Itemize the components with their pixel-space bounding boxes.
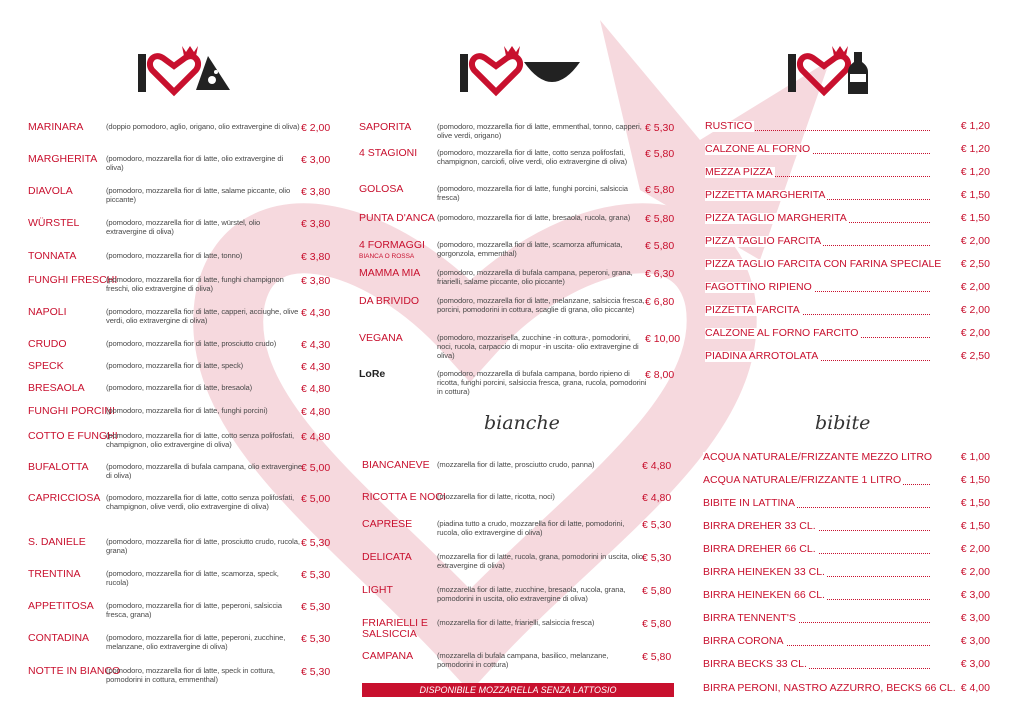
item-description: (pomodoro, mozzarella fior di latte, scamorza, speck, rucola) — [106, 569, 279, 587]
item-price: € 4,80 — [301, 431, 331, 443]
item-description: (mozzarella di bufala campana, basilico, melanzane, pomodorini in cottura) — [437, 651, 609, 669]
item-price: € 1,50 — [957, 190, 990, 201]
item-name: GOLOSA — [359, 183, 404, 195]
item-name: ACQUA NATURALE/FRIZZANTE MEZZO LITRO — [703, 452, 933, 463]
item-description: (pomodoro, mozzarella fior di latte, peperoni, salsiccia fresca, grana) — [106, 601, 282, 619]
item-price: € 2,00 — [957, 236, 990, 247]
item-price: € 5,80 — [642, 618, 672, 630]
item-name: BIRRA DREHER 66 CL. — [703, 544, 816, 555]
item-name: BIRRA CORONA — [703, 636, 784, 647]
item-description: (pomodoro, mozzarella fior di latte, cotto senza polifosfati, champignon, olive verdi, olio extravergine di oliva) — [106, 493, 295, 511]
item-name: PIZZA TAGLIO FARCITA CON FARINA SPECIALE — [705, 259, 942, 270]
item-price: € 5,30 — [301, 537, 331, 549]
item-name: BIBITE IN LATTINA — [703, 498, 795, 509]
item-description: (pomodoro, mozzarella fior di latte, funghi porcini, salsiccia fresca) — [437, 184, 628, 202]
item-name: PIZZA TAGLIO FARCITA — [705, 236, 822, 247]
item-description: (pomodoro, mozzarella fior di latte, funghi champignon freschi, olio extravergine di oliva) — [106, 275, 284, 293]
item-price: € 4,00 — [957, 683, 990, 694]
item-price: € 5,00 — [301, 493, 331, 505]
item-price: € 6,30 — [645, 268, 675, 280]
item-description: (pomodoro, mozzarella di bufala campana, olio extravergine di oliva) — [106, 462, 302, 480]
item-name: S. DANIELE — [28, 536, 86, 548]
item-name: SAPORITA — [359, 121, 412, 133]
item-price: € 5,30 — [301, 569, 331, 581]
item-description: (pomodoro, mozzarella di bufala campana, bordo ripieno di ricotta, funghi porcini, salsiccia fresca, grana, rucola, pomodorini in cottura) — [437, 369, 647, 396]
item-price: € 3,00 — [301, 154, 331, 166]
item-description: (pomodoro, mozzarella fior di latte, bresaola, rucola, grana) — [437, 213, 631, 222]
item-description: (mozzarella fior di latte, ricotta, noci) — [437, 492, 555, 501]
item-price: € 2,00 — [957, 328, 990, 339]
item-name: ACQUA NATURALE/FRIZZANTE 1 LITRO — [703, 475, 902, 486]
item-name: BRESAOLA — [28, 382, 85, 394]
item-price: € 5,00 — [301, 462, 331, 474]
item-name: PIADINA ARROTOLATA — [705, 351, 819, 362]
item-name: RICOTTA E NOCI — [362, 491, 446, 503]
item-description: (pomodoro, mozzarella fior di latte, cotto senza polifosfati, champignon, olio extravergine di oliva) — [106, 431, 295, 449]
item-description: (pomodoro, mozzarella fior di latte, emmenthal, tonno, capperi, olive verdi, origano) — [437, 122, 642, 140]
item-name: DA BRIVIDO — [359, 295, 420, 307]
item-name: TONNATA — [28, 250, 77, 262]
bibite-title: bibite — [815, 412, 871, 434]
item-price: € 1,50 — [957, 498, 990, 509]
item-name: CONTADINA — [28, 632, 90, 644]
item-description: (pomodoro, mozzarella fior di latte, prosciutto crudo, rucola, grana) — [106, 537, 300, 555]
menu-item — [703, 521, 990, 532]
item-name: DELICATA — [362, 551, 412, 563]
item-name: MAMMA MIA — [359, 267, 421, 279]
item-name: LIGHT — [362, 584, 393, 596]
item-description: (piadina tutto a crudo, mozzarella fior di latte, pomodorini, rucola, olio extravergine di oliva) — [437, 519, 625, 537]
item-price: € 4,30 — [301, 339, 331, 351]
item-name: DIAVOLA — [28, 185, 73, 197]
item-name: WÜRSTEL — [28, 217, 80, 229]
item-price: € 1,50 — [957, 521, 990, 532]
item-price: € 5,30 — [645, 122, 675, 134]
item-description: (pomodoro, mozzarella fior di latte, salame piccante, olio piccante) — [106, 186, 291, 204]
item-price: € 1,20 — [957, 121, 990, 132]
item-name: BIRRA PERONI, NASTRO AZZURRO, BECKS 66 CL. — [703, 683, 956, 694]
item-name: BUFALOTTA — [28, 461, 89, 473]
item-name: TRENTINA — [28, 568, 81, 580]
item-description: (mozzarella fior di latte, friarielli, salsiccia fresca) — [437, 618, 595, 627]
menu-item — [703, 613, 990, 624]
item-price: € 5,80 — [642, 651, 672, 663]
item-name: BIRRA HEINEKEN 33 CL. — [703, 567, 825, 578]
lactose-free-banner: DISPONIBILE MOZZARELLA SENZA LATTOSIO — [362, 683, 674, 697]
item-name: CRUDO — [28, 338, 67, 350]
item-price: € 4,80 — [301, 383, 331, 395]
item-description: (pomodoro, mozzarella fior di latte, funghi porcini) — [106, 406, 268, 415]
menu-item — [703, 683, 990, 694]
item-description: (pomodoro, mozzarella fior di latte, prosciutto crudo) — [106, 339, 277, 348]
item-price: € 5,30 — [301, 666, 331, 678]
item-price: € 2,00 — [957, 282, 990, 293]
item-price: € 5,80 — [645, 184, 675, 196]
item-description: (pomodoro, mozzarella fior di latte, scamorza affumicata, gorgonzola, emmenthal) — [437, 240, 623, 258]
item-description: (pomodoro, mozzarella fior di latte, peperoni, zucchine, melanzane, olio extravergine di oliva) — [106, 633, 286, 651]
item-description: (mozzarella fior di latte, rucola, grana, pomodorini in uscita, olio extravergine di oliva) — [437, 552, 643, 570]
menu-item — [703, 475, 990, 486]
item-description: (pomodoro, mozzarella fior di latte, capperi, acciughe, olive verdi, olio extravergine di oliva) — [106, 307, 299, 325]
item-name: MARGHERITA — [28, 153, 98, 165]
item-name: PIZZETTA MARGHERITA — [705, 190, 826, 201]
pizze-rosse-list — [28, 0, 334, 725]
item-price: € 3,80 — [301, 186, 331, 198]
item-price: € 3,80 — [301, 275, 331, 287]
item-name: VEGANA — [359, 332, 403, 344]
item-name: BIRRA BECKS 33 CL. — [703, 659, 807, 670]
item-name: PUNTA D'ANCA — [359, 212, 435, 224]
item-price: € 3,00 — [957, 659, 990, 670]
item-price: € 1,50 — [957, 475, 990, 486]
item-price: € 4,80 — [642, 460, 672, 472]
item-name: CAPRESE — [362, 518, 413, 530]
item-price: € 3,00 — [957, 590, 990, 601]
menu-item — [703, 498, 990, 509]
bibite-list — [703, 0, 990, 700]
item-price: € 3,00 — [957, 636, 990, 647]
item-name: MARINARA — [28, 121, 84, 133]
item-name: FUNGHI FRESCHI — [28, 274, 118, 286]
item-price: € 4,30 — [301, 307, 331, 319]
item-price: € 4,30 — [301, 361, 331, 373]
lore-logo: LoRe — [359, 368, 386, 380]
item-description: (pomodoro, mozzarisella, zucchine -in cottura-, pomodorini, noci, rucola, carpaccio di mopur -in uscita- olio extravergine di oliva) — [437, 333, 639, 360]
item-description: (mozzarella fior di latte, prosciutto crudo, panna) — [437, 460, 595, 469]
item-name: MEZZA PIZZA — [705, 167, 773, 178]
item-price: € 5,80 — [645, 148, 675, 160]
item-price: € 5,80 — [645, 240, 675, 252]
item-description: (pomodoro, mozzarella fior di latte, würstel, olio extravergine di oliva) — [106, 218, 261, 236]
item-price: € 3,80 — [301, 251, 331, 263]
item-name: CALZONE AL FORNO — [705, 144, 811, 155]
item-price: € 2,50 — [957, 259, 990, 270]
menu-item — [703, 544, 990, 555]
item-price: € 5,30 — [301, 601, 331, 613]
item-price: € 4,80 — [301, 406, 331, 418]
item-name: SPECK — [28, 360, 64, 372]
item-name: 4 FORMAGGI — [359, 239, 425, 251]
menu-item — [703, 567, 990, 578]
menu-item — [703, 636, 990, 647]
item-price: € 5,30 — [642, 552, 672, 564]
menu-item — [703, 659, 990, 670]
item-price: € 2,50 — [957, 351, 990, 362]
item-description: (pomodoro, mozzarella fior di latte, speck in cottura, pomodorini in cottura, emmenthal) — [106, 666, 275, 684]
item-name: PIZZA TAGLIO MARGHERITA — [705, 213, 847, 224]
item-subtitle: BIANCA O ROSSA — [359, 253, 415, 260]
item-price: € 2,00 — [957, 567, 990, 578]
item-description: (pomodoro, mozzarella fior di latte, tonno) — [106, 251, 243, 260]
item-name: CALZONE AL FORNO FARCITO — [705, 328, 859, 339]
item-description: (pomodoro, mozzarella fior di latte, olio extravergine di oliva) — [106, 154, 284, 172]
item-price: € 2,00 — [957, 544, 990, 555]
item-name: CAMPANA — [362, 650, 414, 662]
item-name: BIRRA TENNENT'S — [703, 613, 796, 624]
item-price: € 3,80 — [301, 218, 331, 230]
item-price: € 5,80 — [645, 213, 675, 225]
item-description: (mozzarella fior di latte, zucchine, bresaola, rucola, grana, pomodorini in uscita, olio extravergine di oliva) — [437, 585, 626, 603]
item-price: € 3,00 — [957, 613, 990, 624]
item-name: FAGOTTINO RIPIENO — [705, 282, 812, 293]
item-name: NOTTE IN BIANCO — [28, 665, 121, 677]
item-price: € 6,80 — [645, 296, 675, 308]
item-name: BIANCANEVE — [362, 459, 430, 471]
item-name: FUNGHI PORCINI — [28, 405, 115, 417]
item-name: NAPOLI — [28, 306, 67, 318]
item-name: APPETITOSA — [28, 600, 94, 612]
item-price: € 5,80 — [642, 585, 672, 597]
item-description: (pomodoro, mozzarella fior di latte, cotto senza polifosfati, champignon, carciofi, olive verdi, olio extravergine di oliva) — [437, 148, 628, 166]
item-price: € 1,20 — [957, 144, 990, 155]
item-name: RUSTICO — [705, 121, 753, 132]
item-description: (pomodoro, mozzarella fior di latte, bresaola) — [106, 383, 253, 392]
item-price: € 1,50 — [957, 213, 990, 224]
item-name: FRIARIELLI E SALSICCIA — [362, 617, 428, 640]
item-name: BIRRA HEINEKEN 66 CL. — [703, 590, 825, 601]
item-price: € 5,30 — [301, 633, 331, 645]
item-price: € 5,30 — [642, 519, 672, 531]
bianche-title: bianche — [484, 412, 560, 434]
item-price: € 8,00 — [645, 369, 675, 381]
item-description: (doppio pomodoro, aglio, origano, olio extravergine di oliva) — [106, 122, 300, 131]
item-name: CAPRICCIOSA — [28, 492, 101, 504]
item-name: BIRRA DREHER 33 CL. — [703, 521, 816, 532]
item-price: € 2,00 — [957, 305, 990, 316]
item-price: € 2,00 — [301, 122, 331, 134]
item-price: € 10,00 — [645, 333, 681, 345]
item-price: € 1,20 — [957, 167, 990, 178]
item-name: 4 STAGIONI — [359, 147, 418, 159]
item-price: € 1,00 — [957, 452, 990, 463]
item-price: € 4,80 — [642, 492, 672, 504]
menu-item — [703, 590, 990, 601]
item-description: (pomodoro, mozzarella fior di latte, melanzane, salsiccia fresca, porcini, pomodorini in cottura, scaglie di grana, olio piccante) — [437, 296, 645, 314]
item-name: PIZZETTA FARCITA — [705, 305, 800, 316]
item-description: (pomodoro, mozzarella fior di latte, speck) — [106, 361, 244, 370]
item-name: COTTO E FUNGHI — [28, 430, 118, 442]
item-description: (pomodoro, mozzarella di bufala campana, peperoni, grana, friarielli, salame piccante, olio piccante) — [437, 268, 633, 286]
menu-item — [703, 452, 990, 463]
pizze-bianche-list — [362, 0, 682, 680]
